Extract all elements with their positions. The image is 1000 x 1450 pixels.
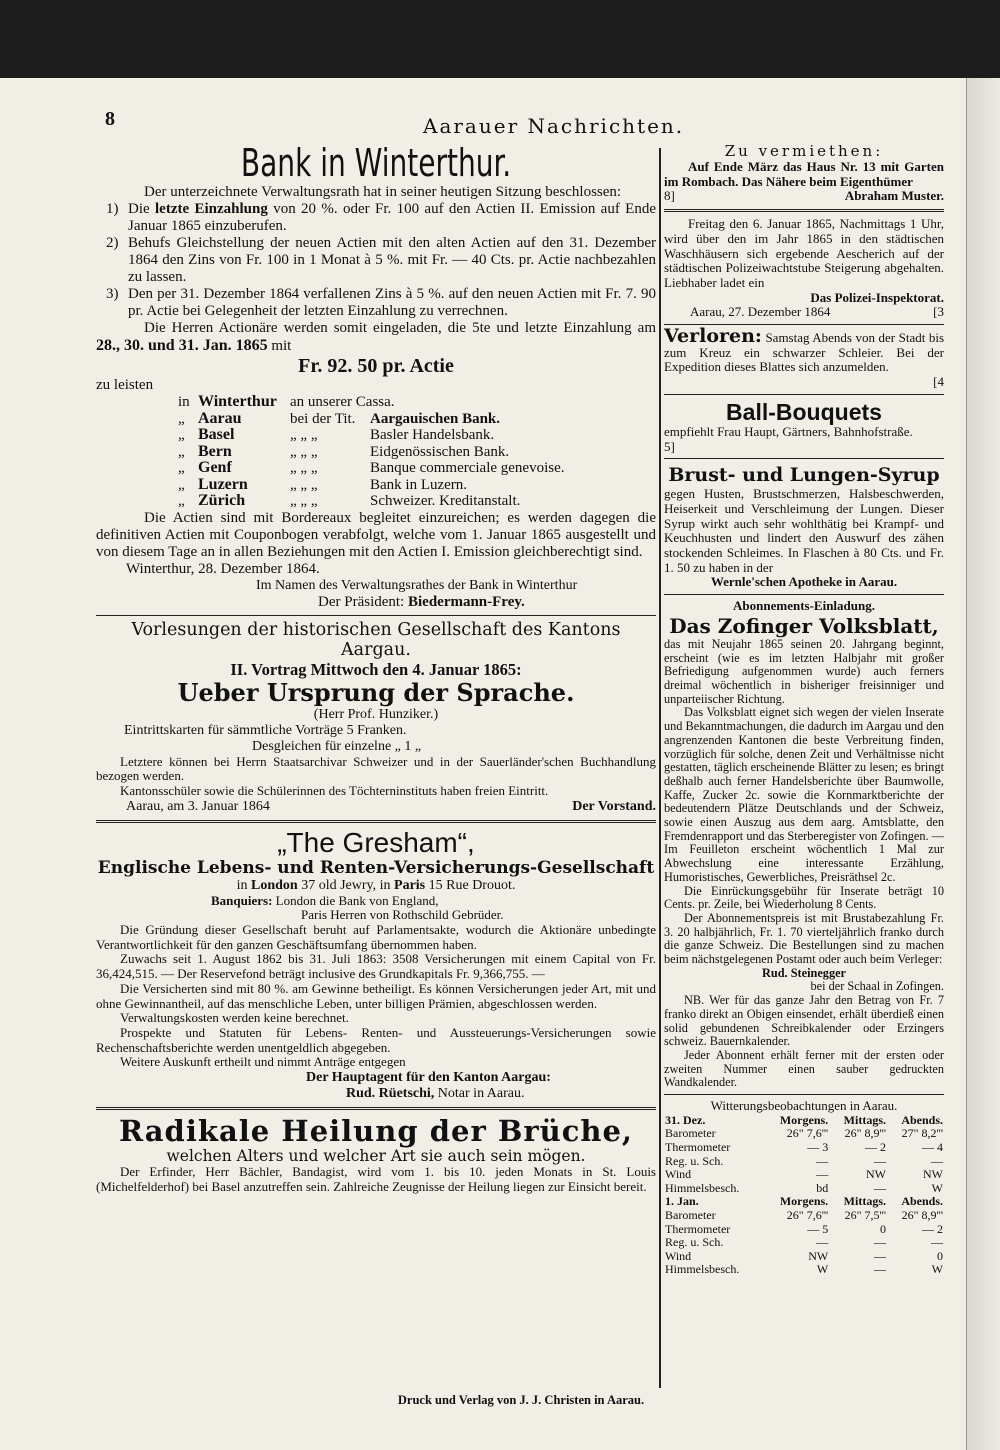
- weather-observations: [664, 1099, 944, 1277]
- weather-day-header: 1. Jan. Morgens. Mittags. Abends.: [665, 1194, 943, 1209]
- payment-place-row: „ Genf „ „ „ Banque commerciale genevoise.: [178, 459, 565, 476]
- abo-para: das mit Neujahr 1865 seinen 20. Jahrgang beginnt, erscheint (wie es im letzten Halbjahr mit großer Befriedigung aufgenommen wurde) auch ferners dreimal wöchentlich in bisheriger freisinniger und unparteiischer Richtung.: [664, 636, 944, 706]
- lost-notice: [664, 325, 945, 390]
- syrup-notice: [664, 463, 944, 590]
- payment-place-row: „ Luzern „ „ „ Bank in Luzern.: [178, 475, 468, 493]
- payment-place-row: „ Aarau bei der Tit. Aargauischen Bank.: [178, 409, 501, 427]
- section-rule: [96, 1107, 656, 1110]
- syrup-shop: Wernle'schen Apotheke in Aarau.: [710, 574, 898, 590]
- auction-notice: [664, 217, 944, 320]
- weather-row: Thermometer — 3 — 2 — 4: [665, 1139, 943, 1154]
- weather-row: Barometer 26" 7,6''' 26" 7,5''' 26" 8,9''': [665, 1207, 943, 1222]
- gresham-para: Weitere Auskunft ertheilt und nimmt Anträge entgegen: [120, 1054, 406, 1070]
- abo-nb: NB. Wer für das ganze Jahr den Betrag von Fr. 7 franko direkt an Obigen einsendet, erhält überdieß einen solid gebundenen Schreibkalender oder Erzingers schweiz. Bauernkalender.: [664, 993, 944, 1049]
- left-column: [96, 142, 656, 1194]
- hernia-subtitle: welchen Alters und welcher Art sie auch sein mögen.: [166, 1147, 586, 1166]
- auction-signature: Das Polizei-Inspektorat.: [810, 289, 944, 305]
- abo-publisher-loc: bei der Schaal in Zofingen.: [810, 979, 944, 994]
- gresham-agent-name: Rud. Rüetschi, Notar in Aarau.: [346, 1086, 525, 1102]
- weather-table: [664, 1114, 944, 1277]
- amount-per-share: Fr. 92. 50 pr. Actie: [298, 355, 454, 377]
- lecture-speaker: (Herr Prof. Hunziker.): [313, 706, 439, 722]
- page-number: 8: [105, 108, 115, 130]
- rent-notice: [664, 142, 944, 204]
- section-rule: [664, 458, 944, 459]
- lecture-header: Vorlesungen der historischen Gesellschaft des Kantons Aargau.: [131, 619, 621, 660]
- gresham-para: Die Versicherten sind mit 80 %. am Gewinne betheiligt. Es können Versicherungen jeder Art, mit und ohne Gewinnantheil, auf das menschliche Leben, unter billigen Prämien, abgeschlossen werden.: [96, 980, 656, 1011]
- abo-para: Der Abonnementspreis ist mit Brustabezahlung Fr. 3. 20 halbjährlich, Fr. 1. 70 vierteljährlich franko durch die ganze Schweiz. Die Bestellungen sind zu machen beim nächstgelegenen Postamt oder auch beim Verleger:: [664, 910, 944, 967]
- adjacent-page-edge: [966, 78, 1000, 1450]
- payment-place-row: „ Basel „ „ „ Basler Handelsbank.: [178, 426, 495, 443]
- syrup-title: Brust- und Lungen-Syrup: [668, 464, 940, 487]
- abo-heading: Abonnements-Einladung.: [733, 598, 875, 614]
- rent-signature: 8] Abraham Muster.: [664, 188, 944, 204]
- gresham-para: Zuwachs seit 1. August 1862 bis 31. Juli 1863: 3508 Versicherungen mit einem Capital von Fr. 36,424,515. — Der Reservefond beträgt inclusive des Grundkapitals Fr. 9,366,755. —: [96, 951, 656, 982]
- zu-leisten: zu leisten: [96, 377, 154, 393]
- payment-place-row: „ Bern „ „ „ Eidgenössischen Bank.: [178, 442, 510, 460]
- lost-ref: [4: [933, 374, 944, 390]
- payment-places: [178, 394, 656, 510]
- bank-place-date: Winterthur, 28. Dezember 1864.: [126, 560, 320, 577]
- lecture-signature-row: Aarau, am 3. Januar 1864 Der Vorstand.: [126, 798, 656, 814]
- bank-president: Der Präsident: Biedermann-Frey.: [318, 593, 525, 610]
- lecture-free-entry: Kantonsschüler sowie die Schülerinnen des Töchterninstituts haben freien Eintritt.: [120, 782, 549, 798]
- abo-para: Die Einrückungsgebühr für Inserate beträgt 10 Cents. pr. Zeile, bei Wiederholung 8 Cents.: [664, 883, 944, 912]
- weather-row: Himmelsbesch. bd — W: [665, 1180, 943, 1195]
- section-rule: [664, 1094, 944, 1095]
- payment-place-row: „ Zürich „ „ „ Schweizer. Kreditanstalt.: [178, 492, 521, 509]
- bank-on-behalf: Im Namen des Verwaltungsrathes der Bank in Winterthur: [256, 577, 578, 593]
- ball-title: Ball-Bouquets: [726, 398, 882, 425]
- weather-row: Thermometer — 5 0 — 2: [665, 1221, 943, 1236]
- weather-title: Witterungsbeobachtungen in Aarau.: [710, 1098, 898, 1114]
- abo-title: Das Zofinger Volksblatt,: [669, 613, 939, 638]
- bank-item: 2) Behufs Gleichstellung der neuen Actien mit den alten Actien auf den 31. Dezember 1864 den Zins von Fr. 100 in 1 Monat à 5 %. mit Fr. — 40 Cts. pr. Actie nachbezahlen zu lassen.: [106, 235, 656, 285]
- auction-body: Freitag den 6. Januar 1865, Nachmittags 1 Uhr, wird über den im Jahr 1865 in den städtischen Waschhäusern sich ergebende Aescherich auf der städtischen Polizeiwachtstube Steigerung abgehalten. Liebhaber ladet ein: [664, 216, 944, 290]
- section-rule: [664, 594, 944, 595]
- weather-row: Wind NW — 0: [665, 1248, 943, 1263]
- gresham-bankers: Banquiers: London die Bank von England,: [211, 892, 439, 908]
- lecture-tickets: Eintrittskarten für sämmtliche Vorträge 5 Franken.: [124, 722, 407, 738]
- gresham-notice: [96, 828, 656, 1102]
- ball-bouquets-notice: [664, 399, 944, 454]
- auction-date-row: Aarau, 27. Dezember 1864 [3: [690, 304, 944, 320]
- subscription-notice: [664, 599, 944, 1090]
- abo-para: Jeder Abonnent erhält ferner mit der ersten oder zweiten Nummer einen sauber gedruckten Wandkalender.: [664, 1047, 944, 1090]
- weather-row: Himmelsbesch. W — W: [665, 1262, 943, 1277]
- hernia-notice: [96, 1115, 656, 1194]
- bank-intro: Der unterzeichnete Verwaltungsrath hat in seiner heutigen Sitzung beschlossen:: [144, 184, 622, 200]
- weather-row: Wind — NW NW: [665, 1167, 943, 1182]
- section-rule: [664, 394, 944, 395]
- lecture-single: Desgleichen für einzelne „ 1 „: [252, 738, 422, 754]
- abo-publisher: Rud. Steinegger: [761, 965, 847, 980]
- ball-body: empfiehlt Frau Haupt, Gärtners, Bahnhofstraße.: [664, 423, 913, 439]
- payment-place-row: in Winterthur an unserer Cassa.: [178, 393, 395, 410]
- bank-closing: Die Actien sind mit Bordereaux begleitet einzureichen; es werden dagegen die definitiven Actien mit Couponbogen verabfolgt, welche vom 1. Januar 1865 ausgestellt und von diesem Tage an in allen Beziehungen mit den Actien I. Emission gleichberechtigt sind.: [96, 509, 656, 560]
- gresham-locations: in London 37 old Jewry, in Paris 15 Rue Drouot.: [236, 877, 516, 893]
- lecture-sale: Letztere können bei Herrn Staatsarchivar Schweizer und in der Sauerländer'schen Buchhandlung bezogen werden.: [96, 753, 656, 784]
- gresham-subtitle: Englische Lebens- und Renten-Versicherungs-Gesellschaft: [97, 857, 655, 878]
- section-rule: [96, 615, 656, 616]
- bank-notice: [96, 142, 656, 611]
- lecture-title: Ueber Ursprung der Sprache.: [177, 677, 575, 707]
- section-rule: [664, 209, 944, 212]
- bank-item: 1) Die letzte Einzahlung von 20 %. oder Fr. 100 auf den Actien II. Emission auf Ende Januar 1865 einzuberufen.: [106, 201, 656, 234]
- gresham-para: Verwaltungskosten werden keine berechnet.: [120, 1010, 349, 1026]
- bank-invitation: Die Herren Actionäre werden somit eingeladen, die 5te und letzte Einzahlung am 28., 30. und 31. Jan. 1865 mit: [96, 320, 656, 354]
- abo-para: Das Volksblatt eignet sich wegen der vielen Inserate und Bekanntmachungen, die dadurch im Aargau und den angrenzenden Kantonen die beste Verbreitung finden, vorzüglich für solche, denen Zeit und Verhältnisse nicht gestatten, täglich erscheinende Blätter zu lesen; es bringt deßhalb auch ferner Handelsberichte über Baumwolle, Kaffe, Zucker 2c. sowie die Kornmarktberichte der bedeutendern Plätze Deutschlands und der Schweiz, sowie einen Auszug aus dem aarg. Amtsblatte, den Fremdenrapport und das Sterberegister von Zofingen. — Im Feuilleton erscheint wöchentlich 1 Mal zur Abwechslung eine interessante Erzählung, Humoristisches, Gewerbliches, Preisräthsel 2c.: [664, 705, 944, 884]
- weather-row: Reg. u. Sch. — — —: [665, 1153, 943, 1168]
- gresham-agent: Der Hauptagent für den Kanton Aargau:: [306, 1070, 551, 1086]
- ball-ref: 5]: [664, 438, 675, 454]
- weather-row: Barometer 26" 7,6''' 26" 8,9''' 27" 8,2''': [665, 1126, 943, 1141]
- gresham-para: Die Gründung dieser Gesellschaft beruht auf Parlamentsakte, wodurch die Aktionäre unbedingte Verantwortlichkeit für den ganzen Geschäftsumfang übernommen haben.: [96, 922, 656, 952]
- gresham-para: Prospekte und Statuten für Lebens- Renten- und Aussteuerungs-Versicherungen sowie Rechenschaftsberichte werden unentgeldlich abgegeben.: [96, 1024, 656, 1055]
- bank-title: Bank in Winterthur.: [240, 141, 512, 185]
- page-header: [105, 108, 965, 138]
- section-rule: [96, 820, 656, 823]
- lecture-notice: [96, 620, 656, 815]
- lecture-subheader: II. Vortrag Mittwoch den 4. Januar 1865:: [230, 659, 522, 679]
- weather-row: Reg. u. Sch. — — —: [665, 1235, 943, 1250]
- lost-body: Verloren: Samstag Abends von der Stadt bis zum Kreuz ein schwarzer Schleier. Bei der Expedition dieses Blattes sich anzumelden.: [664, 325, 945, 375]
- gresham-bankers-2: Paris Herren von Rothschild Gebrüder.: [301, 907, 504, 923]
- imprint-footer: Druck und Verlag von J. J. Christen in Aarau.: [397, 1393, 645, 1407]
- right-column: [664, 142, 944, 1277]
- syrup-body: gegen Husten, Brustschmerzen, Halsbeschwerden, Heiserkeit und Verschleimung der Lungen. Dieser Syrup wirkt auch sehr wohlthätig bei Krampf- und Keuchhusten und lindert den Auswurf des zähen stockenden Schleimes. In Flaschen à 80 Cts. und Fr. 1. 50 zu haben in der: [664, 486, 944, 575]
- hernia-body: Der Erfinder, Herr Bächler, Bandagist, wird vom 1. bis 10. jeden Monats in St. Louis (Michelfelderhof) bei Basel anzutreffen sein. Zahlreiche Zeugnisse der Heilung liegen zur Einsicht bereit.: [96, 1164, 656, 1194]
- hernia-title: Radikale Heilung der Brüche,: [119, 1114, 633, 1149]
- gresham-title: „The Gresham“,: [277, 826, 475, 858]
- rent-body: Auf Ende März das Haus Nr. 13 mit Garten im Rombach. Das Nähere beim Eigenthümer: [664, 159, 944, 189]
- column-divider: [659, 148, 661, 1388]
- bank-item: 3) Den per 31. Dezember 1864 verfallenen Zins à 5 %. auf den neuen Actien mit Fr. 7. 90 pr. Actie bei Gelegenheit der letzten Einzahlung zu verrechnen.: [106, 286, 656, 319]
- masthead: Aarauer Nachrichten.: [423, 114, 685, 138]
- rent-heading: Zu vermiethen:: [724, 142, 884, 160]
- weather-day-header: 31. Dez. Morgens. Mittags. Abends.: [665, 1112, 943, 1127]
